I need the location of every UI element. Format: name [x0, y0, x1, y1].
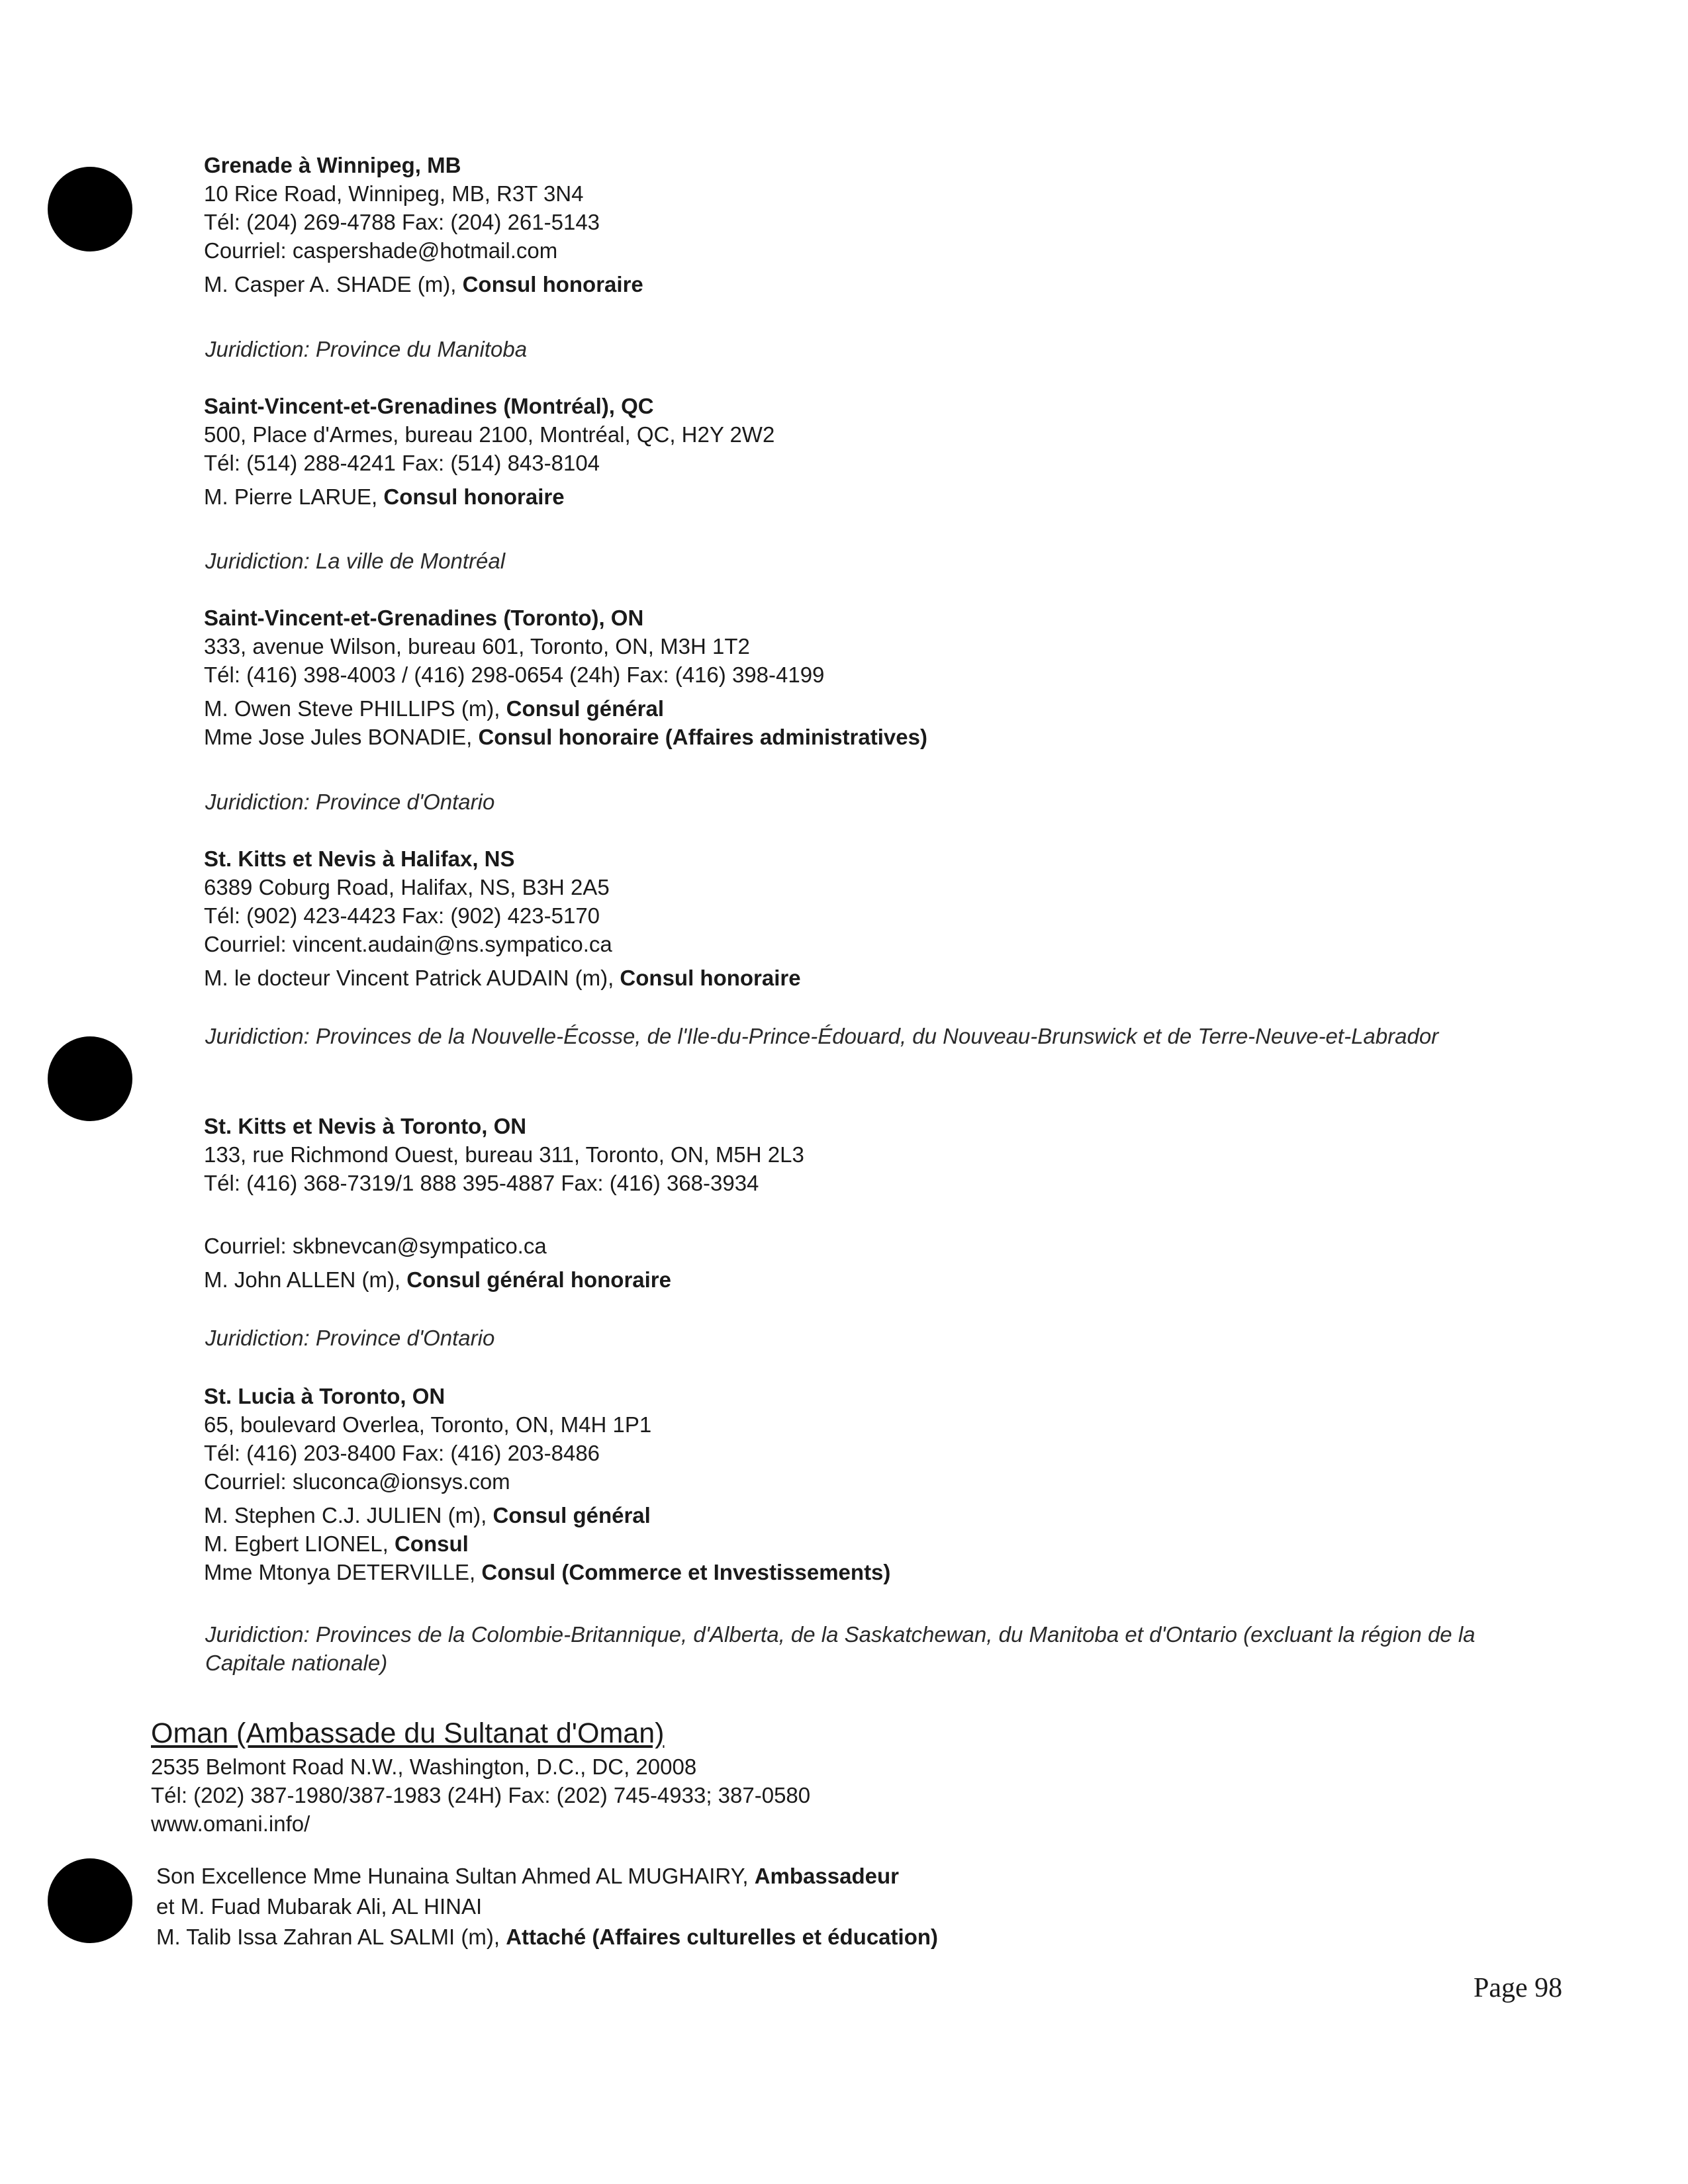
person [204, 270, 1528, 298]
entry-svg-montreal [204, 392, 1528, 511]
person [156, 1861, 1480, 1891]
address-line: 333, avenue Wilson, bureau 601, Toronto, ON, M3H 1T2 [204, 634, 750, 659]
email-line: Courriel: vincent.audain@ns.sympatico.ca [204, 932, 612, 956]
person-role: Consul honoraire [462, 272, 643, 296]
jurisdiction: Juridiction: Province d'Ontario [205, 1326, 495, 1350]
phone-line: Tél: (902) 423-4423 Fax: (902) 423-5170 [204, 903, 600, 928]
person-role: Consul général [506, 696, 665, 721]
entry-title: St. Lucia à Toronto, ON [204, 1384, 445, 1408]
entry-title: Grenade à Winnipeg, MB [204, 153, 461, 177]
country-heading-oman: Oman (Ambassade du Sultanat d'Oman) [151, 1717, 665, 1749]
person-role: Consul honoraire [620, 966, 801, 990]
jurisdiction: Juridiction: Provinces de la Colombie-Britannique, d'Alberta, de la Saskatchewan, du Manitoba et d'Ontario (excluant la région de la Capitale nationale) [205, 1622, 1476, 1675]
person-name: Mme Mtonya DETERVILLE, [204, 1560, 482, 1584]
person [204, 1558, 1528, 1586]
website-line: www.omani.info/ [151, 1811, 310, 1836]
person [156, 1891, 1480, 1922]
person [204, 964, 1528, 992]
punch-hole-bottom [48, 1858, 132, 1943]
person-name: Mme Jose Jules BONADIE, [204, 725, 479, 749]
entry-stkitts-halifax [204, 844, 1528, 992]
person [204, 482, 1528, 511]
entry-title: Saint-Vincent-et-Grenadines (Toronto), ON [204, 606, 644, 630]
punch-hole-top [48, 167, 132, 251]
person-role: Consul général honoraire [406, 1267, 672, 1292]
person [156, 1922, 1480, 1952]
address-line: 65, boulevard Overlea, Toronto, ON, M4H 1P1 [204, 1412, 652, 1437]
address-line: 133, rue Richmond Ouest, bureau 311, Toronto, ON, M5H 2L3 [204, 1142, 804, 1167]
entry-title: St. Kitts et Nevis à Halifax, NS [204, 846, 515, 871]
address-line: 500, Place d'Armes, bureau 2100, Montréal, QC, H2Y 2W2 [204, 422, 775, 447]
person-name: et M. Fuad Mubarak Ali, AL HINAI [156, 1894, 483, 1919]
address-line: 10 Rice Road, Winnipeg, MB, R3T 3N4 [204, 181, 584, 206]
person-name: Son Excellence Mme Hunaina Sultan Ahmed AL MUGHAIRY, [156, 1864, 755, 1888]
email-line: Courriel: caspershade@hotmail.com [204, 238, 558, 263]
entry-stlucia-toronto [204, 1382, 1528, 1586]
person-name: M. le docteur Vincent Patrick AUDAIN (m), [204, 966, 620, 990]
person-name: M. Stephen C.J. JULIEN (m), [204, 1503, 493, 1527]
email-line: Courriel: skbnevcan@sympatico.ca [204, 1234, 547, 1258]
person [204, 723, 1528, 751]
person-role: Ambassadeur [754, 1864, 899, 1888]
person-role: Attaché (Affaires culturelles et éducation) [506, 1925, 939, 1949]
phone-line: Tél: (416) 368-7319/1 888 395-4887 Fax: (416) 368-3934 [204, 1171, 759, 1195]
jurisdiction: Juridiction: Provinces de la Nouvelle-Écosse, de l'Ile-du-Prince-Édouard, du Nouveau-Brunswick et de Terre-Neuve-et-Labrador [205, 1024, 1439, 1048]
jurisdiction: Juridiction: Province du Manitoba [205, 337, 528, 361]
entry-stkitts-toronto [204, 1112, 1528, 1294]
person-role: Consul (Commerce et Investissements) [481, 1560, 891, 1584]
person-name: M. Casper A. SHADE (m), [204, 272, 463, 296]
person-name: M. Pierre LARUE, [204, 484, 384, 509]
entry-title: Saint-Vincent-et-Grenadines (Montréal), QC [204, 394, 654, 418]
person-name: M. John ALLEN (m), [204, 1267, 407, 1292]
person [204, 1529, 1528, 1558]
entry-grenade-winnipeg [204, 151, 1528, 298]
address-line: 6389 Coburg Road, Halifax, NS, B3H 2A5 [204, 875, 610, 899]
phone-line: Tél: (202) 387-1980/387-1983 (24H) Fax: (202) 745-4933; 387-0580 [151, 1783, 811, 1807]
person [204, 694, 1528, 723]
person-name: M. Talib Issa Zahran AL SALMI (m), [156, 1925, 506, 1949]
person [204, 1501, 1528, 1529]
page-number: Page 98 [1474, 1973, 1563, 2003]
address-line: 2535 Belmont Road N.W., Washington, D.C., DC, 20008 [151, 1754, 697, 1779]
person-role: Consul [394, 1531, 469, 1556]
email-line: Courriel: sluconca@ionsys.com [204, 1469, 510, 1494]
phone-line: Tél: (416) 398-4003 / (416) 298-0654 (24h) Fax: (416) 398-4199 [204, 662, 825, 687]
oman-staff [156, 1861, 1480, 1952]
entry-svg-toronto [204, 604, 1528, 751]
jurisdiction: Juridiction: Province d'Ontario [205, 790, 495, 814]
person-name: M. Owen Steve PHILLIPS (m), [204, 696, 506, 721]
phone-line: Tél: (204) 269-4788 Fax: (204) 261-5143 [204, 210, 600, 234]
person-role: Consul honoraire [383, 484, 565, 509]
entry-title: St. Kitts et Nevis à Toronto, ON [204, 1114, 527, 1138]
oman-contact [151, 1752, 1475, 1838]
phone-line: Tél: (416) 203-8400 Fax: (416) 203-8486 [204, 1441, 600, 1465]
phone-line: Tél: (514) 288-4241 Fax: (514) 843-8104 [204, 451, 600, 475]
person-role: Consul général [492, 1503, 651, 1527]
person [204, 1265, 1528, 1294]
person-name: M. Egbert LIONEL, [204, 1531, 395, 1556]
jurisdiction: Juridiction: La ville de Montréal [205, 549, 506, 573]
punch-hole-middle [48, 1036, 132, 1121]
person-role: Consul honoraire (Affaires administratives) [478, 725, 927, 749]
